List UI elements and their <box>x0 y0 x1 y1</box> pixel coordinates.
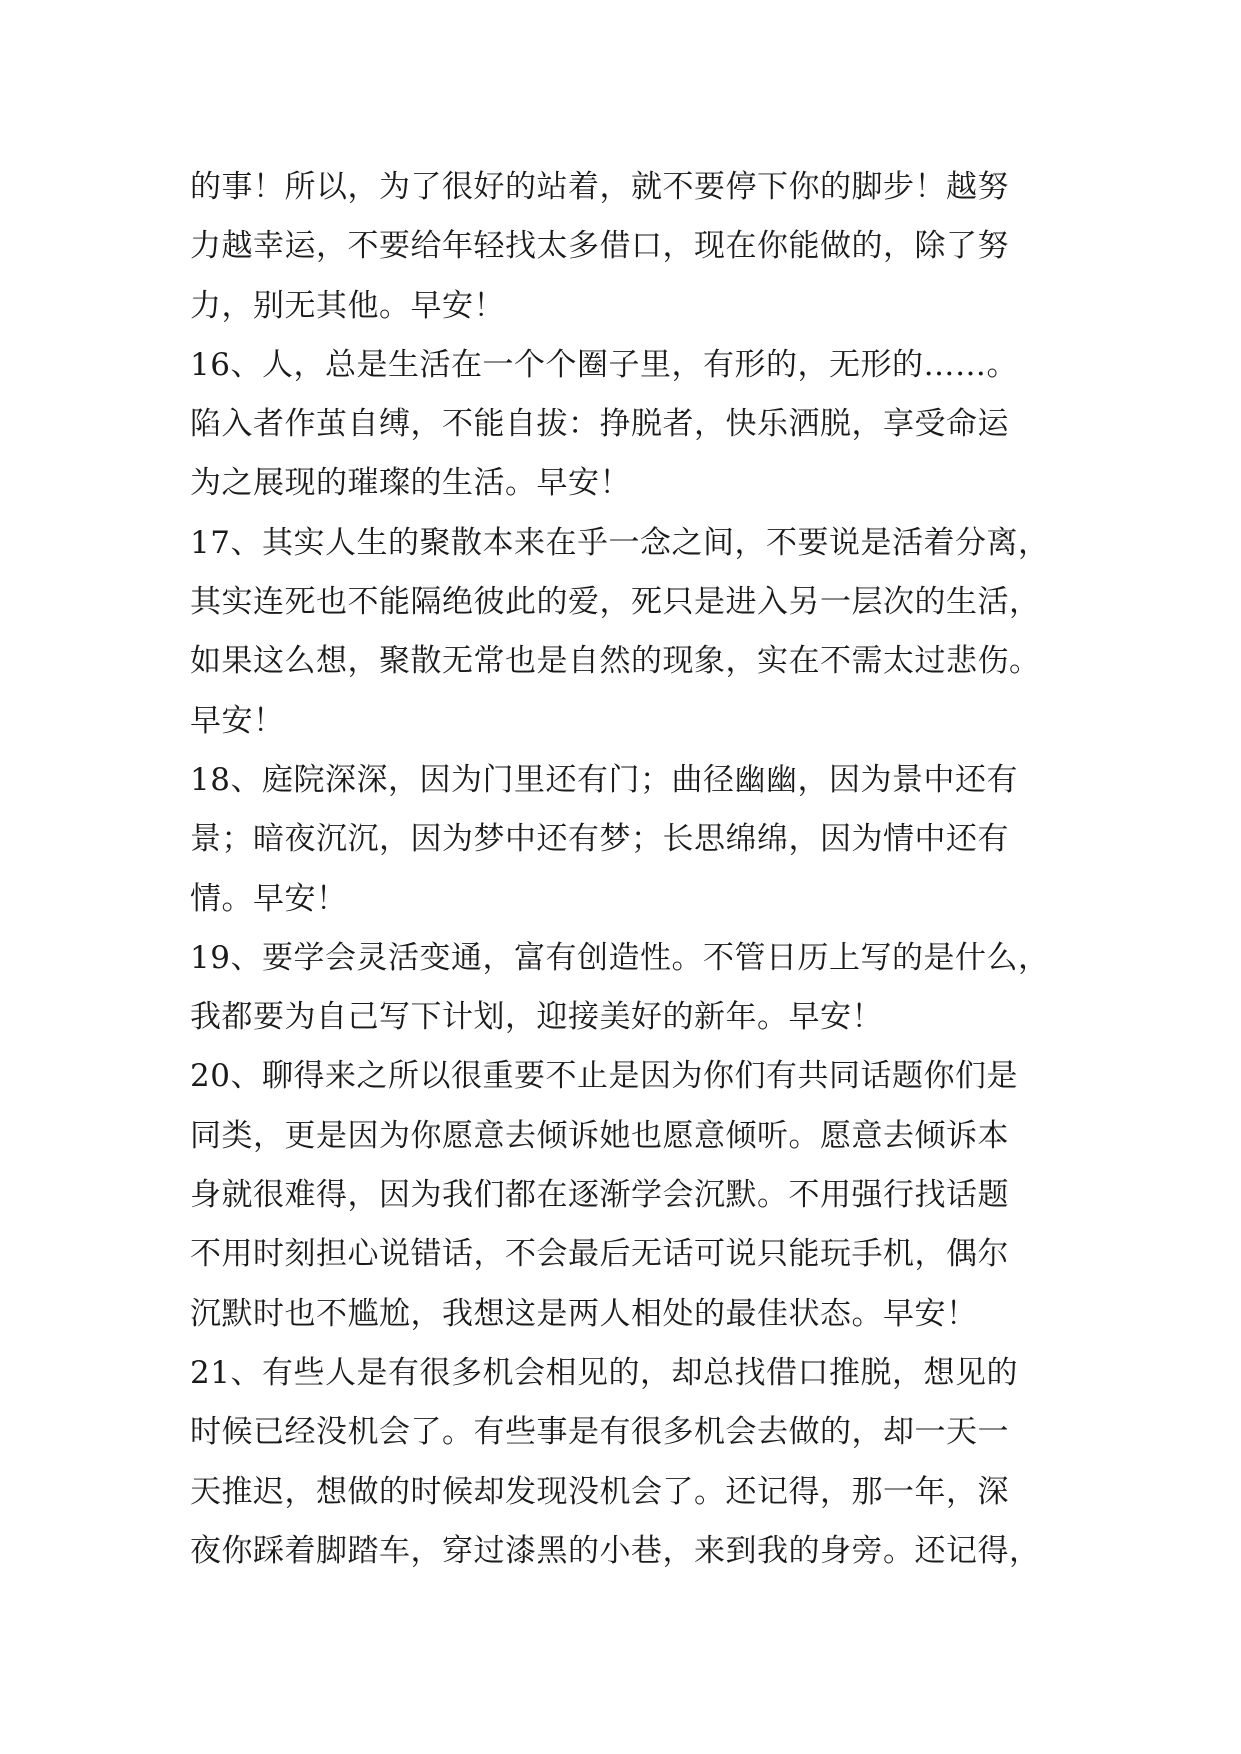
text-line: 16、人，总是生活在一个个圈子里，有形的，无形的……。 <box>190 346 1018 383</box>
text-line: 时候已经没机会了。有些事是有很多机会去做的，却一天一 <box>190 1414 1009 1451</box>
text-line: 不用时刻担心说错话，不会最后无话可说只能玩手机，偶尔 <box>190 1236 1009 1273</box>
text-line: 20、聊得来之所以很重要不止是因为你们有共同话题你们是 <box>190 1058 1018 1095</box>
body-text <box>190 158 1070 1581</box>
text-line: 19、要学会灵活变通，富有创造性。不管日历上写的是什么， <box>190 939 1050 976</box>
text-line: 天推迟，想做的时候却发现没机会了。还记得，那一年，深 <box>190 1473 1009 1510</box>
text-line: 情。早安！ <box>190 880 348 917</box>
text-line: 身就很难得，因为我们都在逐渐学会沉默。不用强行找话题 <box>190 1177 1009 1214</box>
text-line: 为之展现的璀璨的生活。早安！ <box>190 465 631 502</box>
text-line: 其实连死也不能隔绝彼此的爱，死只是进入另一层次的生活， <box>190 584 1041 621</box>
text-line: 18、庭院深深，因为门里还有门；曲径幽幽，因为景中还有 <box>190 761 1018 798</box>
text-line: 夜你踩着脚踏车，穿过漆黑的小巷，来到我的身旁。还记得， <box>190 1532 1041 1569</box>
text-line: 21、有些人是有很多机会相见的，却总找借口推脱，想见的 <box>190 1354 1018 1391</box>
text-line: 17、其实人生的聚散本来在乎一念之间，不要说是活着分离， <box>190 524 1050 561</box>
text-line: 我都要为自己写下计划，迎接美好的新年。早安！ <box>190 999 883 1036</box>
text-line: 的事！所以，为了很好的站着，就不要停下你的脚步！越努 <box>190 169 1009 205</box>
text-line: 力越幸运，不要给年轻找太多借口，现在你能做的，除了努 <box>190 228 1009 265</box>
text-line: 同类，更是因为你愿意去倾诉她也愿意倾听。愿意去倾诉本 <box>190 1117 1009 1154</box>
text-line: 如果这么想，聚散无常也是自然的现象，实在不需太过悲伤。 <box>190 643 1041 680</box>
text-line: 景；暗夜沉沉，因为梦中还有梦；长思绵绵，因为情中还有 <box>190 821 1009 858</box>
text-line: 早安！ <box>190 702 285 739</box>
text-line: 沉默时也不尴尬，我想这是两人相处的最佳状态。早安！ <box>190 1295 978 1332</box>
text-line: 力，别无其他。早安！ <box>190 287 505 324</box>
text-line: 陷入者作茧自缚，不能自拔：挣脱者，快乐洒脱，享受命运 <box>190 406 1009 443</box>
